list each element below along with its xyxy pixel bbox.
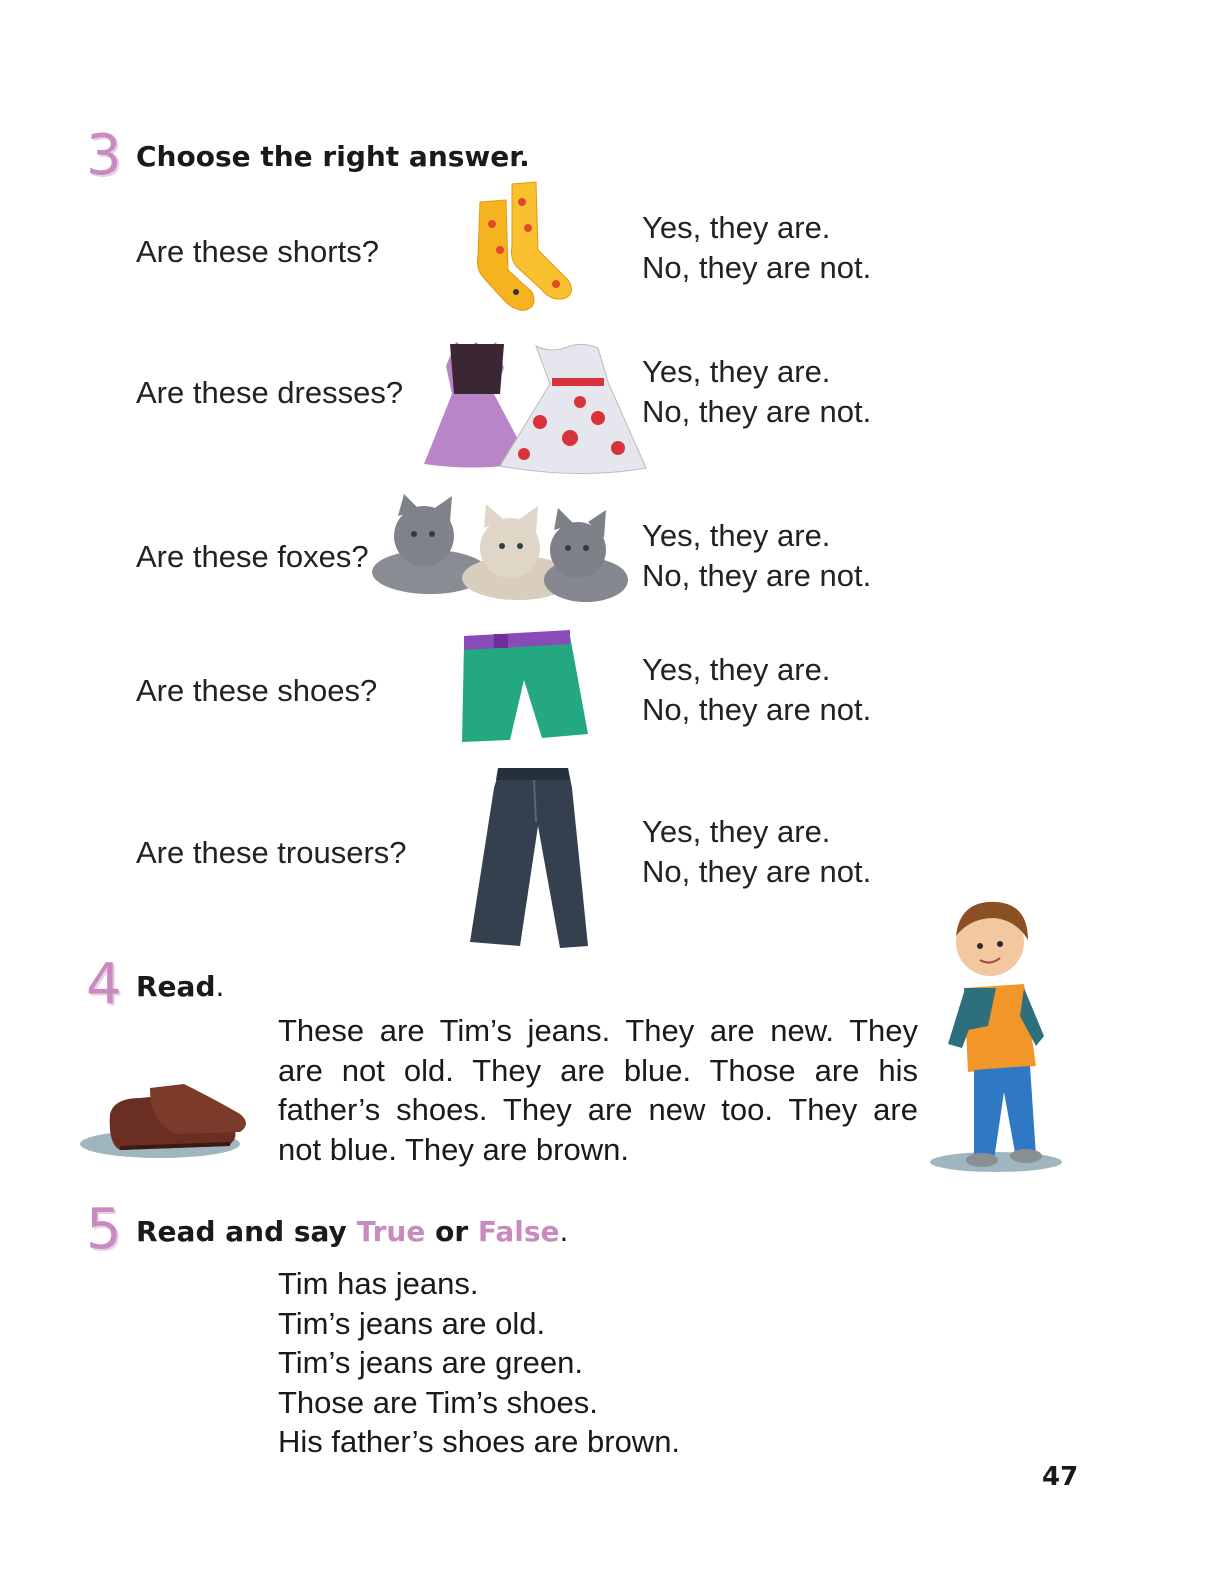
statement: Tim’s jeans are green. bbox=[278, 1345, 583, 1380]
question-2: Are these dresses? bbox=[136, 375, 404, 410]
exercise-5-number: 5 bbox=[86, 1197, 122, 1262]
question-5: Are these trousers? bbox=[136, 835, 407, 870]
answer-no[interactable]: No, they are not. bbox=[642, 558, 872, 593]
false-word: False bbox=[477, 1215, 560, 1248]
statement: Tim’s jeans are old. bbox=[278, 1305, 546, 1341]
jeans-image bbox=[468, 766, 594, 950]
boy-illustration bbox=[924, 896, 1076, 1176]
exercise-4-number: 4 bbox=[86, 952, 122, 1017]
question-1: Are these shorts? bbox=[136, 234, 379, 269]
answer-no[interactable]: No, they are not. bbox=[642, 692, 872, 727]
answers-2 bbox=[642, 352, 871, 432]
answer-yes[interactable]: Yes, they are. bbox=[642, 814, 831, 849]
passage-line: These are Tim’s jeans. They are new. They bbox=[278, 1013, 918, 1048]
exercise-5-title: Read and say True or False. bbox=[136, 1215, 569, 1248]
socks-image bbox=[472, 180, 582, 316]
dresses-image bbox=[420, 338, 648, 480]
statement: Tim has jeans. bbox=[278, 1266, 479, 1301]
answer-yes[interactable]: Yes, they are. bbox=[642, 518, 831, 553]
passage-line: are not old. They are blue. Those are his bbox=[278, 1052, 918, 1088]
exercise-3-title: Choose the right answer. bbox=[136, 140, 530, 173]
shoes-image bbox=[80, 1084, 256, 1166]
answer-no[interactable]: No, they are not. bbox=[642, 394, 872, 429]
reading-passage bbox=[278, 1011, 918, 1169]
answers-4 bbox=[642, 650, 871, 730]
question-3: Are these foxes? bbox=[136, 539, 369, 574]
answer-no[interactable]: No, they are not. bbox=[642, 854, 872, 889]
exercise-4-title: Read. bbox=[136, 970, 225, 1003]
answer-no[interactable]: No, they are not. bbox=[642, 250, 872, 285]
answers-1 bbox=[642, 208, 871, 288]
true-word: True bbox=[356, 1215, 426, 1248]
passage-line: not blue. They are brown. bbox=[278, 1131, 629, 1167]
page-number: 47 bbox=[1042, 1462, 1079, 1492]
statement: Those are Tim’s shoes. bbox=[278, 1384, 598, 1420]
kittens-image bbox=[368, 494, 630, 610]
statement: His father’s shoes are brown. bbox=[278, 1424, 681, 1459]
shorts-image bbox=[458, 630, 590, 744]
passage-line: father’s shoes. They are new too. They are bbox=[278, 1092, 918, 1127]
answer-yes[interactable]: Yes, they are. bbox=[642, 354, 831, 389]
answers-5 bbox=[642, 812, 871, 892]
statement-list bbox=[278, 1264, 680, 1462]
exercise-3-number: 3 bbox=[86, 123, 122, 188]
question-4: Are these shoes? bbox=[136, 673, 378, 708]
answers-3 bbox=[642, 516, 871, 596]
answer-yes[interactable]: Yes, they are. bbox=[642, 210, 831, 245]
answer-yes[interactable]: Yes, they are. bbox=[642, 652, 831, 687]
